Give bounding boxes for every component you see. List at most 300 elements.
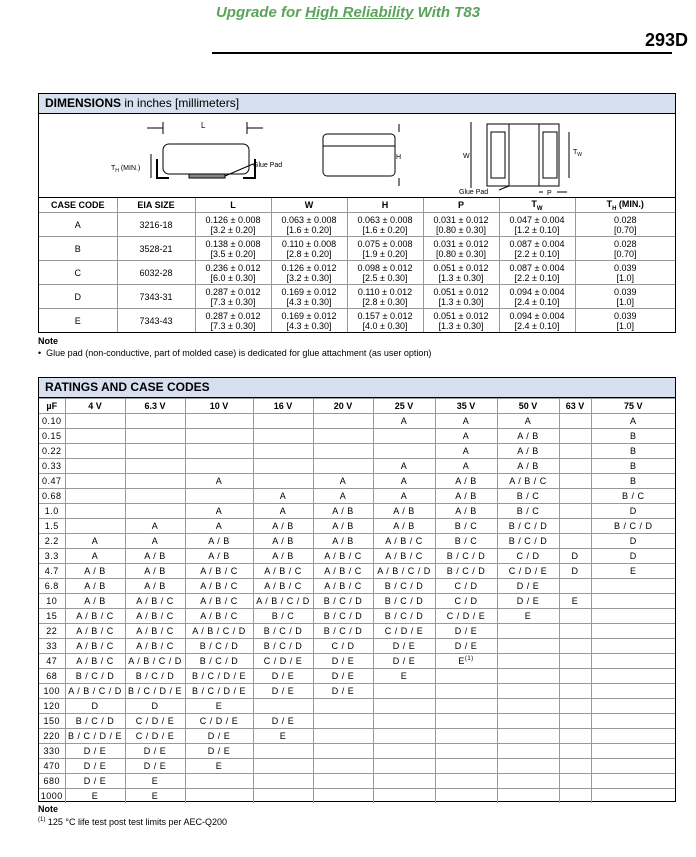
case-code-list-cell [497,474,559,489]
case-codes: A / B / C [385,536,423,546]
case-codes: A / B / C / D [192,626,246,636]
dimension-inches: 0.051 ± 0.012 [433,262,489,273]
case-code-list-cell [65,684,125,699]
case-code-list-cell [435,459,497,474]
dimension-value-cell [347,237,423,261]
dimension-inches: 0.063 ± 0.008 [281,214,337,225]
capacitance-value: 1.5 [44,521,59,531]
dimension-inches: 0.051 ± 0.012 [433,286,489,297]
case-codes: A / B [393,506,415,516]
case-codes: A [151,521,159,531]
label-th-sub: H [115,168,119,174]
capacitance-value: 1000 [40,791,63,801]
dimensions-row [39,285,675,309]
dimension-inches: 0.287 ± 0.012 [205,310,261,321]
case-code-list-cell [65,639,125,654]
case-codes: D / E [454,626,478,636]
dimension-drawings [39,114,675,198]
case-code-list-cell [185,519,253,534]
case-code-list-cell [497,714,559,729]
case-codes: D [629,551,637,561]
case-code-list-cell [253,579,313,594]
case-code-list-cell [125,609,185,624]
case-code-list-cell [497,459,559,474]
capacitance-cell [39,549,65,564]
dimension-inches: 0.126 ± 0.008 [205,214,261,225]
capacitance-cell [39,714,65,729]
case-codes: A / B [144,581,166,591]
case-code-list-cell [435,414,497,429]
capacitance-cell [39,504,65,519]
case-codes: B / C / D [446,551,486,561]
case-code-list-cell [435,654,497,669]
case-code-list-cell [253,594,313,609]
dimensions-section [38,93,676,333]
label-L: L [201,121,206,130]
label-th [111,165,140,174]
case-codes: B / C / D [323,611,363,621]
dimension-value-cell [271,237,347,261]
dimensions-header-row [39,198,675,213]
case-codes: B / C [271,611,295,621]
case-code-list-cell [435,774,497,789]
case-code-list-cell [125,714,185,729]
dimension-mm: [2.5 ± 0.30] [362,272,408,283]
case-code-list-cell [313,714,373,729]
case-codes: A / B / C / D [377,566,431,576]
case-code-list-cell [435,594,497,609]
case-codes: D / E [143,746,167,756]
case-code-list-cell [497,684,559,699]
case-code-cell: A [39,213,117,237]
case-code-list-cell [435,429,497,444]
capacitance-value: 680 [43,776,61,786]
case-code-list-cell [313,579,373,594]
case-code-list-cell [591,624,675,639]
case-codes: A / B / C / D [128,656,182,666]
case-codes: B / C / D / E [191,671,246,681]
case-code-list-cell [591,714,675,729]
case-code-list-cell [125,729,185,744]
case-codes: C / D / E [508,566,548,576]
case-code-list-cell [253,564,313,579]
case-code-list-cell [253,759,313,774]
dimension-value-cell [347,261,423,285]
case-code-list-cell [497,579,559,594]
case-code-list-cell [497,759,559,774]
eia-size-cell: 3216-18 [117,213,195,237]
dimension-inches: 0.087 ± 0.004 [509,262,565,273]
capacitance-value: 100 [43,686,61,696]
case-codes: A / B / C [264,566,302,576]
dimension-mm: [1.6 ± 0.20] [286,224,332,235]
case-codes: E [279,731,287,741]
dimension-value-cell [271,309,347,333]
case-codes: E [571,596,579,606]
capacitance-value: 0.47 [41,476,62,486]
case-code-list-cell [435,669,497,684]
case-code-list-cell [497,564,559,579]
case-codes: A [462,446,470,456]
case-code-list-cell [559,429,591,444]
dimension-inches: 0.287 ± 0.012 [205,286,261,297]
case-codes: B / C / D / E [127,686,182,696]
case-codes: A / B / C [76,656,114,666]
case-code-list-cell [435,729,497,744]
case-code-list-cell [185,579,253,594]
dimension-value-cell [271,261,347,285]
case-code-list-cell [497,534,559,549]
ratings-row [39,639,675,654]
case-codes: A / B / C [136,641,174,651]
banner-prefix: Upgrade for [215,4,306,21]
ratings-row [39,654,675,669]
case-code-list-cell [497,744,559,759]
dimensions-header-cell [117,198,195,213]
case-code-list-cell [373,414,435,429]
dimensions-note [38,336,431,358]
ratings-header-cell: 20 V [313,399,373,414]
case-code-list-cell [125,744,185,759]
ratings-row [39,684,675,699]
capacitance-value: 0.22 [41,446,62,456]
dimension-mm: [1.0] [616,320,634,331]
case-codes: D [151,701,159,711]
case-codes: B / C [516,506,540,516]
dimension-inches: 0.039 [613,286,637,297]
case-code-list-cell [373,669,435,684]
dimensions-header-label: T [606,198,613,209]
dimension-mm: [0.80 ± 0.30] [436,224,486,235]
case-codes: A / B [144,551,166,561]
ratings-row [39,699,675,714]
dimension-value-cell [575,309,675,333]
dimension-value-cell [271,213,347,237]
case-code-list-cell [435,579,497,594]
ratings-row [39,414,675,429]
dimension-value-cell [575,285,675,309]
case-code-list-cell [497,444,559,459]
dimension-mm: [0.70] [613,224,637,235]
capacitance-cell [39,594,65,609]
capacitance-value: 47 [46,656,58,666]
case-codes: B / C / D [508,536,548,546]
ratings-row [39,444,675,459]
case-code-list-cell [65,609,125,624]
case-code-list-cell [185,729,253,744]
capacitance-cell [39,624,65,639]
dimension-value-cell [499,309,575,333]
case-code-list-cell [497,654,559,669]
ratings-row [39,489,675,504]
case-code-list-cell [313,759,373,774]
case-code-list-cell [373,429,435,444]
case-code-list-cell [435,639,497,654]
case-code-list-cell [313,504,373,519]
case-codes: B [629,446,637,456]
capacitance-value: 470 [43,761,61,771]
case-code-list-cell [435,549,497,564]
case-codes: B / C / D [323,626,363,636]
ratings-row [39,579,675,594]
case-codes: D / E [271,716,295,726]
capacitance-value: 220 [43,731,61,741]
capacitance-value: 330 [43,746,61,756]
case-codes: A / B [332,506,354,516]
case-code-list-cell [591,429,675,444]
dimensions-header-cell [271,198,347,213]
capacitance-cell [39,744,65,759]
case-codes: D / E [516,581,540,591]
case-code-list-cell [125,549,185,564]
note-heading: Note [38,336,58,346]
case-codes: A / B [84,581,106,591]
case-codes: A / B / C [509,476,547,486]
case-code-list-cell [185,669,253,684]
case-codes: D / E [454,641,478,651]
case-codes: A / B [332,521,354,531]
capacitance-value: 4.7 [44,566,59,576]
case-codes: C / D / E [446,611,486,621]
case-code-list-cell [559,459,591,474]
case-codes: B / C / D [263,641,303,651]
ratings-row [39,459,675,474]
case-code-list-cell [373,489,435,504]
capacitance-cell [39,489,65,504]
dimension-inches: 0.110 ± 0.012 [357,286,413,297]
case-codes: A / B [455,506,477,516]
case-code-cell: C [39,261,117,285]
dimension-inches: 0.126 ± 0.012 [281,262,337,273]
case-code-list-cell [591,474,675,489]
case-code-list-cell [373,789,435,804]
case-code-list-cell [373,519,435,534]
case-code-list-cell [435,684,497,699]
case-code-list-cell [313,684,373,699]
case-code-list-cell [125,489,185,504]
case-codes: A / B [455,491,477,501]
case-code-list-cell [125,789,185,804]
dimension-value-cell [575,213,675,237]
case-code-list-cell [185,699,253,714]
capacitance-cell [39,774,65,789]
dimensions-header-label: EIA SIZE [137,200,175,210]
case-code-list-cell [559,624,591,639]
capacitance-cell [39,444,65,459]
case-code-list-cell [65,714,125,729]
dimension-mm: [1.6 ± 0.20] [362,224,408,235]
dimension-value-cell [195,309,271,333]
case-code-list-cell [497,549,559,564]
case-codes: A / B / C [200,596,238,606]
case-codes: A [151,536,159,546]
case-code-list-cell [65,564,125,579]
case-codes: B / C / D [384,581,424,591]
dimension-value-cell [423,309,499,333]
case-code-list-cell [253,444,313,459]
case-code-list-cell [591,744,675,759]
capacitance-cell [39,564,65,579]
case-codes: D / E [331,686,355,696]
case-codes: C / D [516,551,540,561]
capacitance-cell [39,684,65,699]
case-code-list-cell [591,639,675,654]
case-codes: A [400,491,408,501]
dimensions-header-sub: W [536,205,543,212]
case-codes: A [400,416,408,426]
case-codes: C / D [331,641,355,651]
dimension-mm: [7.3 ± 0.30] [210,296,256,307]
part-number: 293D [644,30,688,50]
case-codes: D [571,566,579,576]
case-code-list-cell [373,759,435,774]
ratings-header-cell: 25 V [373,399,435,414]
case-code-list-cell [497,609,559,624]
dimension-mm: [3.2 ± 0.20] [210,224,256,235]
case-codes: D / E [143,761,167,771]
case-codes: D / E [392,656,416,666]
ratings-row [39,534,675,549]
case-code-list-cell [65,534,125,549]
case-code-list-cell [125,594,185,609]
case-code-list-cell [185,474,253,489]
case-code-list-cell [559,759,591,774]
ratings-title-text: RATINGS AND CASE CODES [45,380,210,394]
case-code-list-cell [591,609,675,624]
dimension-drawing-svg [39,114,675,197]
case-code-list-cell [313,744,373,759]
dimension-inches: 0.051 ± 0.012 [433,310,489,321]
case-code-list-cell [253,474,313,489]
dimension-mm: [4.3 ± 0.30] [286,296,332,307]
capacitance-value: 15 [46,611,58,621]
dimensions-row [39,213,675,237]
case-code-list-cell [185,624,253,639]
case-code-list-cell [497,624,559,639]
side-view-drawing [147,122,263,178]
case-code-list-cell [559,414,591,429]
case-code-list-cell [313,654,373,669]
dimensions-header-cell [195,198,271,213]
case-code-list-cell [185,609,253,624]
case-codes: B / C / D [263,626,303,636]
case-code-list-cell [591,789,675,804]
case-code-cell: E [39,309,117,333]
note-text: Glue pad (non-conductive, part of molded case) is dedicated for glue attachment (as user option) [46,348,432,358]
case-codes: B / C / D [75,671,115,681]
dimension-inches: 0.110 ± 0.008 [281,238,337,249]
case-codes: A [279,491,287,501]
label-th-suffix: (MIN.) [118,165,141,172]
case-codes: B / C / D [508,521,548,531]
case-code-list-cell [253,459,313,474]
case-code-list-cell [373,609,435,624]
bottom-view-drawing [471,122,569,192]
capacitance-cell [39,474,65,489]
case-codes: A / B [517,461,539,471]
case-code-list-cell [185,549,253,564]
case-code-list-cell [559,489,591,504]
case-code-list-cell [497,729,559,744]
dimension-inches: 0.031 ± 0.012 [433,214,489,225]
dimension-inches: 0.169 ± 0.012 [281,286,337,297]
footnote-marker: (1) [38,817,46,823]
case-codes: A / B [393,521,415,531]
case-code-list-cell [125,759,185,774]
case-code-list-cell [373,459,435,474]
note-bullet: • [38,348,42,358]
dimensions-header-label: P [457,200,464,210]
case-code-list-cell [591,414,675,429]
case-code-list-cell [65,459,125,474]
case-code-list-cell [65,504,125,519]
case-codes: E [629,566,637,576]
case-code-list-cell [253,654,313,669]
dimension-value-cell [195,213,271,237]
case-code-list-cell [559,744,591,759]
case-codes: B / C / D [446,566,486,576]
case-code-list-cell [253,489,313,504]
case-code-list-cell [65,624,125,639]
case-code-list-cell [125,579,185,594]
case-codes: A [215,521,223,531]
ratings-header-cell: 63 V [559,399,591,414]
case-code-list-cell [591,684,675,699]
case-code-list-cell [185,444,253,459]
dimension-inches: 0.094 ± 0.004 [509,286,565,297]
case-code-list-cell [559,639,591,654]
dimension-inches: 0.236 ± 0.012 [205,262,261,273]
case-codes: A [462,461,470,471]
dimensions-header-label: L [230,200,236,210]
case-code-list-cell [373,744,435,759]
case-codes: E [151,776,159,786]
case-code-list-cell [253,549,313,564]
case-code-list-cell [559,609,591,624]
case-codes: A [339,491,347,501]
case-code-list-cell [253,414,313,429]
dimension-inches: 0.028 [613,238,637,249]
ratings-row [39,774,675,789]
case-code-list-cell [65,519,125,534]
case-codes: A / B [455,476,477,486]
case-codes: A / B [84,596,106,606]
case-codes: D [91,701,99,711]
case-codes: C / D [454,581,478,591]
case-code-list-cell [253,534,313,549]
case-code-list-cell [435,609,497,624]
header-rule [212,52,672,54]
case-code-list-cell [313,444,373,459]
ratings-row [39,714,675,729]
case-code-list-cell [559,654,591,669]
case-codes: D / E [207,731,231,741]
case-codes: A / B / C [200,611,238,621]
case-codes: B / C / D [199,656,239,666]
case-code-list-cell [313,699,373,714]
dimension-inches: 0.087 ± 0.004 [509,238,565,249]
case-code-list-cell [253,504,313,519]
case-codes: B / C [454,536,478,546]
case-code-list-cell [591,549,675,564]
case-codes: A [279,506,287,516]
case-codes: D [571,551,579,561]
case-codes: B / C [454,521,478,531]
banner-link[interactable]: High Reliability [305,4,414,21]
case-code-list-cell [591,504,675,519]
case-codes: A / B [144,566,166,576]
case-codes: A [339,476,347,486]
